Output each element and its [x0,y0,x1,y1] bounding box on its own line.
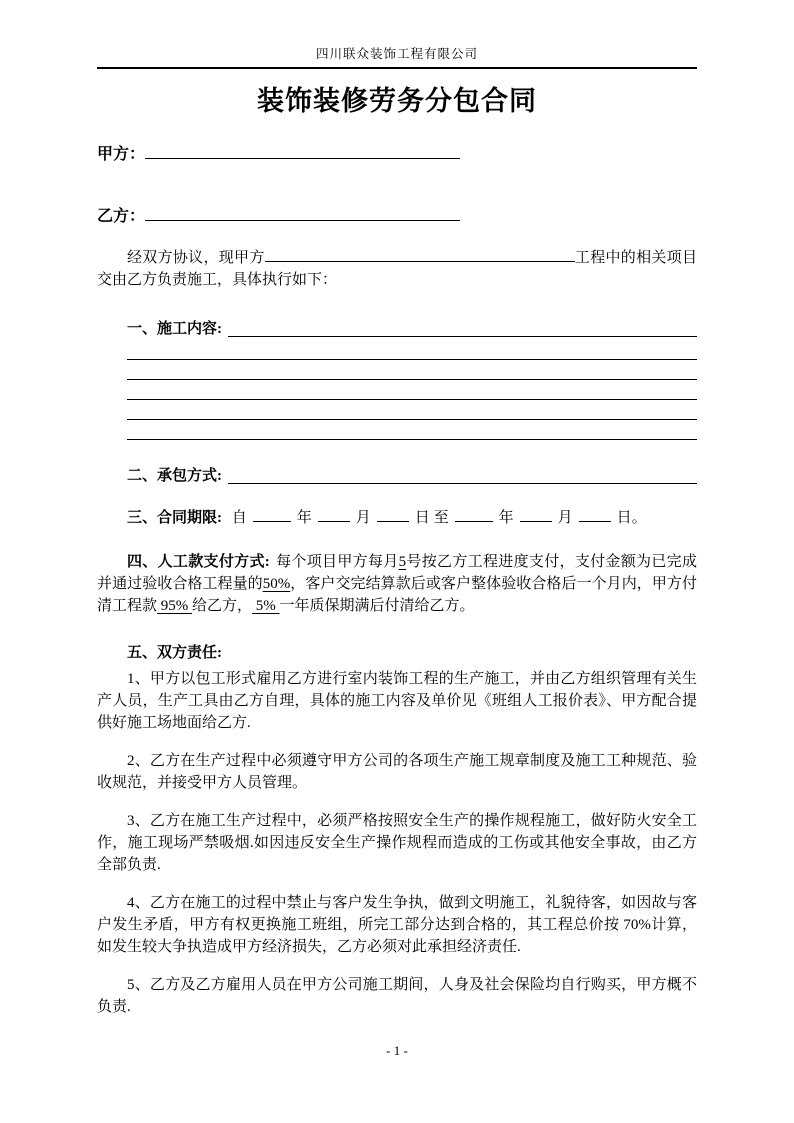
end-day-blank[interactable] [579,507,611,522]
section-1-blank-lines [97,340,697,440]
term-day2-text: 日。 [616,510,647,526]
content-blank-line[interactable] [127,360,697,380]
section-5-heading: 五、双方责任: [127,645,222,661]
page-number: - 1 - [386,1043,408,1058]
section-1-row [127,319,697,340]
content-blank-line[interactable] [127,400,697,420]
payment-percent-95: 95% [157,598,193,614]
section-3-label: 三、合同期限: [127,510,222,526]
responsibility-item-3: 3、乙方在施工生产过程中，必须严格按照安全生产的操作规程施工，做好防火安全工作，施工现场严禁吸烟.如因违反安全生产操作规程而造成的工伤或其他安全事故，由乙方全部负责. [97,813,697,873]
payment-percent-5: 5% [252,598,280,614]
term-from-text: 自 [231,510,247,526]
document-title: 装饰装修劳务分包合同 [257,86,537,116]
content-blank-line[interactable] [127,380,697,400]
section-4-label: 四、人工款支付方式: [127,554,270,570]
content-blank-line[interactable] [127,420,697,440]
section-2-label: 二、承包方式: [127,468,222,484]
content-blank-line[interactable] [127,340,697,360]
party-b-label: 乙方： [97,208,146,225]
intro-text-after: 工程中的相关项目交由乙方负责施工，具体执行如下： [97,250,697,288]
end-year-blank[interactable] [455,507,493,522]
intro-paragraph [97,247,697,291]
intro-text-before: 经双方协议，现甲方 [127,250,265,266]
project-name-blank[interactable] [265,247,575,262]
responsibility-item-1: 1、甲方以包工形式雇用乙方进行室内装饰工程的生产施工，并由乙方组织管理有关生产人员，生产工具由乙方自理，具体的施工内容及单价见《班组人工报价表》、甲方配合提供好施工场地面给乙方. [97,671,697,731]
payment-text-3: ，客户交完结算款后或客户整体验收合格后一个月内，甲方付清工程款 [97,576,697,614]
company-header: 四川联众装饰工程有限公司 [315,47,478,61]
party-b-row [97,205,697,227]
header-rule [97,67,697,69]
term-year1-text: 年 [296,510,312,526]
payment-text-4: 给乙方， [192,598,253,614]
term-year2-text: 年 [498,510,514,526]
payment-day-value: 5 [398,554,407,570]
start-day-blank[interactable] [377,507,409,522]
responsibility-item-5: 5、乙方及乙方雇用人员在甲方公司施工期间，人身及社会保险均自行购买，甲方概不负责. [97,977,697,1015]
section-1-label: 一、施工内容: [127,321,222,337]
term-to-text: 至 [433,510,449,526]
section-2-row [127,466,697,487]
term-day1-text: 日 [414,510,430,526]
start-month-blank[interactable] [318,507,350,522]
party-b-blank[interactable] [145,205,460,221]
payment-text-5: 一年质保期满后付清给乙方。 [279,598,475,614]
start-year-blank[interactable] [253,507,291,522]
section-4-paragraph [97,551,697,617]
construction-content-blank[interactable] [228,336,697,337]
party-a-blank[interactable] [145,143,460,159]
responsibility-item-4: 4、乙方在施工的过程中禁止与客户发生争执，做到文明施工，礼貌待客，如因故与客户发生矛盾，甲方有权更换施工班组，所完工部分达到合格的，其工程总价按 70%计算，如发生较大争执造成甲方经济损失，乙方必须对此承担经济责任. [97,895,697,955]
responsibility-item-2: 2、乙方在生产过程中必须遵守甲方公司的各项生产施工规章制度及施工工种规范、验收规范，并接受甲方人员管理。 [97,753,697,791]
party-a-row [97,143,697,165]
end-month-blank[interactable] [520,507,552,522]
payment-percent-50: 50% [262,576,291,592]
payment-text-2: 号按乙方工程进度支付，支付金额为已完成并通过验收合格工程量的 [97,554,697,592]
payment-text-1: 每个项目甲方每月 [275,554,399,570]
contract-method-blank[interactable] [228,483,697,484]
party-a-label: 甲方： [97,146,146,163]
term-month2-text: 月 [557,510,573,526]
term-month1-text: 月 [355,510,371,526]
section-3-row [127,507,697,529]
